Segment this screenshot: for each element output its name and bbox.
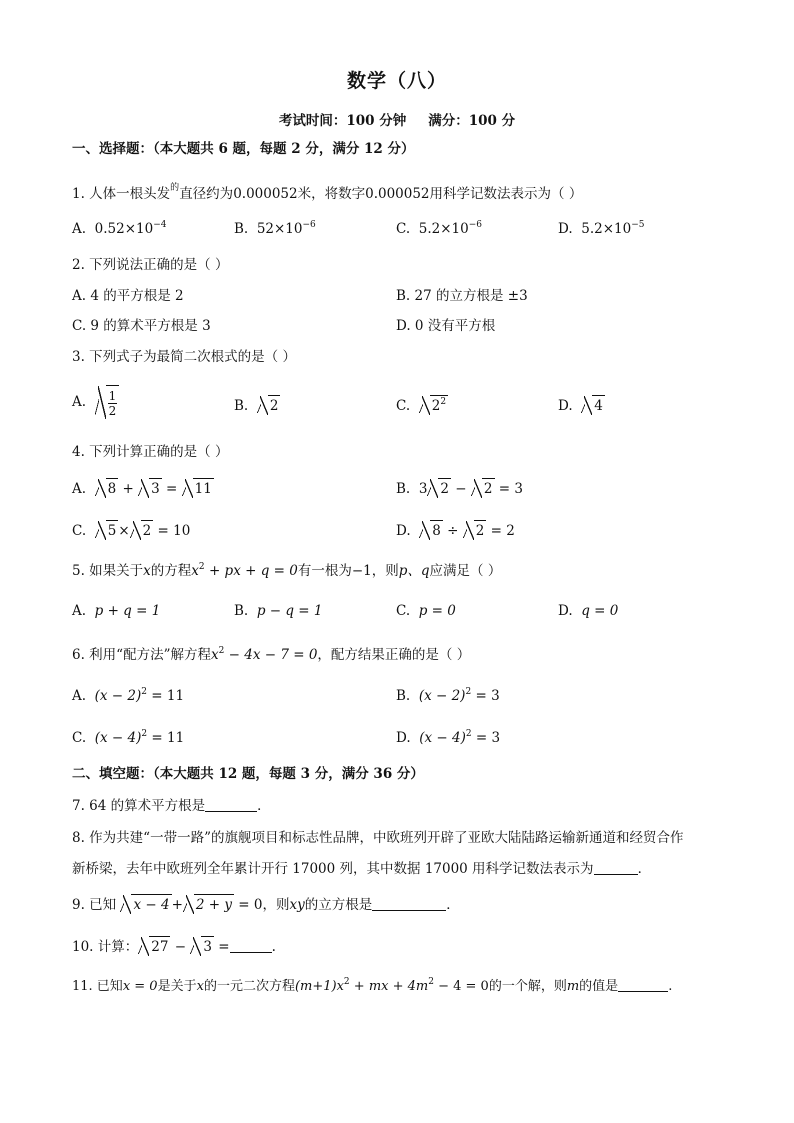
q5-option-d[interactable]: D. q = 0 [558,603,619,619]
radical: 4 [581,395,605,416]
answer-blank[interactable] [594,860,638,875]
section1-heading: 一、选择题：（本大题共 6 题，每题 2 分，满分 12 分） [72,141,415,157]
exam-score: 满分：100 分 [428,113,516,129]
q2-option-d[interactable]: D. 0 没有平方根 [396,318,496,334]
q3-option-d[interactable]: D. 4 [558,395,605,416]
exam-info [0,109,794,129]
q11-stem: 11. 已知x = 0是关于x的一元二次方程$(m+1)x^2$ + mx + $4m^2 - 4 = 0$的一个解，则m的值是 . [72,977,673,994]
exam-time: 考试时间：100 分钟 [278,113,407,129]
q9-stem: 9. 已知 x − 4 + 2 + y = 0，则xy的立方根是 ． [72,894,734,915]
q6-stem: 6. 利用“配方法”解方程$x^2 - 4x - 7 = 0$，配方结果正确的是（ ） [72,646,471,663]
radical: $2^2$ [419,395,448,416]
q7-stem: 7. 64 的算术平方根是 ． [72,798,271,814]
q1-option-b[interactable]: B. $52\times 10^{-6}$ [234,220,316,237]
q6-option-a[interactable]: A. $(x - 2)^2 = 11$ [72,687,185,704]
q2-stem: 2. 下列说法正确的是（ ） [72,257,229,273]
q5-option-a[interactable]: A. p + q = 1 [72,603,161,619]
q2-option-c[interactable]: C. 9 的算术平方根是 3 [72,318,211,334]
q1-option-c[interactable]: C. $5.2\times 10^{-6}$ [396,220,482,237]
q4-stem: 4. 下列计算正确的是（ ） [72,444,229,460]
radical: $\frac{1}{2}$ [95,385,120,420]
q8-stem-line1: 8. 作为共建“一带一路”的旗舰项目和标志性品牌，中欧班列开辟了亚欧大陆陆路运输新通道和经贸合作 [72,830,684,846]
q10-stem: 10. 计算： 27 − 3 = . [72,936,734,957]
q6-option-d[interactable]: D. $(x - 4)^2 = 3$ [396,729,501,746]
q5-stem: 5. 如果关于x的方程$x^2$ + px + q = 0有一根为−1，则p、q应满足（ ） [72,562,502,579]
page-title: 数学（八） [346,70,447,92]
q1-option-d[interactable]: D. $5.2\times 10^{-5}$ [558,220,645,237]
q1-number: 0.000052 [233,186,298,202]
q3-option-a[interactable]: A. $\frac{1}{2}$ [72,385,119,420]
q4-option-b[interactable]: B. 3 2 − 2 = 3 [396,478,523,499]
q1-stem: 1. 人体一根头发$^的$直径约为0.000052米，将数字0.000052用科学记数法表示为（ ） [72,183,583,202]
answer-blank[interactable] [230,938,272,953]
answer-blank[interactable] [618,977,668,992]
q2-option-b[interactable]: B. 27 的立方根是 ±3 [396,288,528,304]
radical: 2 [257,395,281,416]
q5-option-b[interactable]: B. p − q = 1 [234,603,323,619]
q3-option-b[interactable]: B. 2 [234,395,280,416]
answer-blank[interactable] [205,797,257,812]
q4-option-c[interactable]: C. 5 × 2 = 10 [72,520,190,541]
q5-option-c[interactable]: C. p = 0 [396,603,456,619]
q3-stem: 3. 下列式子为最简二次根式的是（ ） [72,349,296,365]
q4-option-d[interactable]: D. 8 ÷ 2 = 2 [396,520,515,541]
q8-stem-line2: 新桥梁，去年中欧班列全年累计开行 17000 列，其中数据 17000 用科学记数法表示为 ． [72,861,652,877]
section2-heading: 二、填空题：（本大题共 12 题，每题 3 分，满分 36 分） [72,766,424,782]
q4-option-a[interactable]: A. 8 + 3 = 11 [72,478,214,499]
q3-option-c[interactable]: C. $2^2$ [396,397,447,414]
answer-blank[interactable] [372,896,446,911]
q2-option-a[interactable]: A. 4 的平方根是 2 [72,288,184,304]
q6-option-c[interactable]: C. $(x - 4)^2 = 11$ [72,729,185,746]
q6-option-b[interactable]: B. $(x - 2)^2 = 3$ [396,687,500,704]
q1-option-a[interactable]: A. $0.52\times 10^{-4}$ [72,220,167,237]
